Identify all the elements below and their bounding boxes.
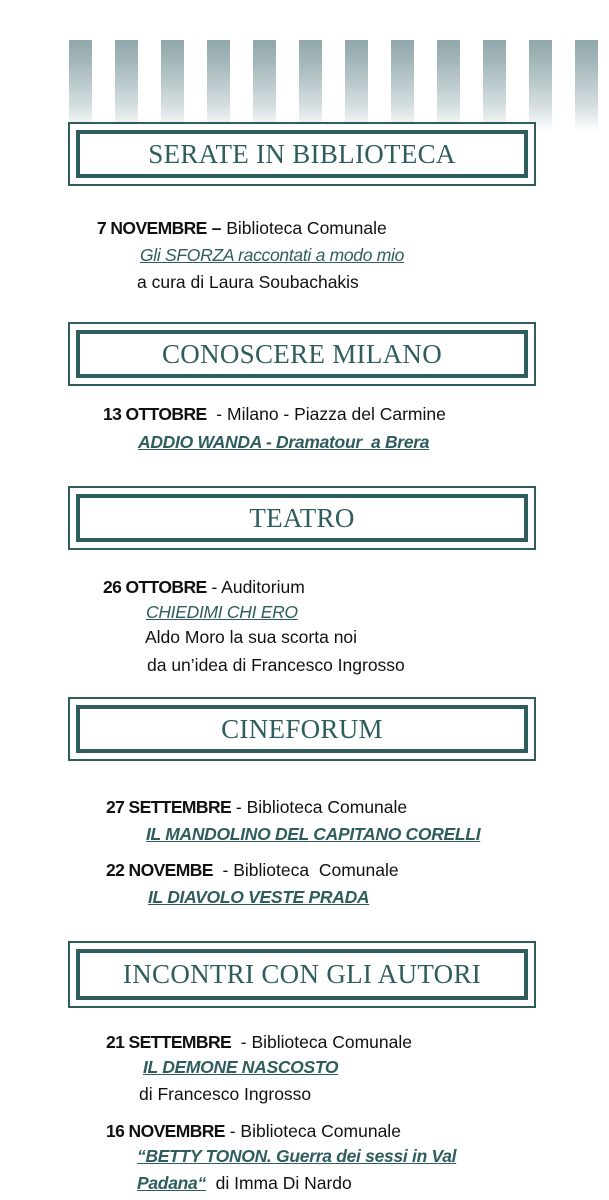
awning-stripe [161, 40, 184, 132]
event-place: Biblioteca Comunale [246, 797, 408, 817]
event-date: 27 SETTEMBRE [106, 797, 232, 817]
event-separator: – [206, 218, 227, 238]
event-extra: di Francesco Ingrosso [139, 1084, 312, 1104]
awning-stripe [529, 40, 552, 132]
event-title-line [140, 244, 404, 266]
event-title-line [137, 1172, 352, 1194]
event-author: di Imma Di Nardo [205, 1173, 352, 1193]
awning-stripe [345, 40, 368, 132]
event-date: 21 SETTEMBRE [106, 1032, 232, 1052]
awning-stripe [391, 40, 414, 132]
event-extra: Aldo Moro la sua scorta noi [145, 627, 358, 647]
awning-stripe [115, 40, 138, 132]
event-line [103, 403, 446, 425]
event-title-line [146, 601, 298, 623]
event-title-link[interactable]: IL DEMONE NASCOSTO [143, 1057, 339, 1077]
section-header-conoscere-milano [68, 322, 536, 386]
section-title: SERATE IN BIBLIOTECA [148, 138, 456, 169]
event-date: 7 NOVEMBRE [97, 218, 207, 238]
event-title-link[interactable]: CHIEDIMI CHI ERO [146, 602, 298, 622]
awning-stripe [207, 40, 230, 132]
event-line [106, 796, 407, 818]
section-title: TEATRO [249, 502, 355, 533]
event-separator: - [231, 797, 247, 817]
event-line [106, 1120, 401, 1142]
event-separator: - [212, 860, 234, 880]
event-place: Biblioteca Comunale [226, 218, 387, 238]
event-line [97, 217, 387, 239]
event-separator: - [206, 404, 227, 424]
event-place: Auditorium [221, 577, 305, 597]
event-line [106, 859, 399, 881]
event-title-link[interactable]: Gli SFORZA raccontati a modo mio [140, 245, 405, 265]
striped-awning-header [69, 40, 609, 132]
event-date: 16 NOVEMBRE [106, 1121, 225, 1141]
section-header-teatro [68, 486, 536, 550]
section-title: INCONTRI CON GLI AUTORI [122, 959, 482, 989]
event-extra: a cura di Laura Soubachakis [137, 272, 359, 292]
awning-stripe [299, 40, 322, 132]
event-place: Biblioteca Comunale [251, 1032, 412, 1052]
event-date: 22 NOVEMBE [106, 860, 213, 880]
event-place: Milano - Piazza del Carmine [227, 404, 446, 424]
event-line [103, 576, 305, 598]
section-header-incontri [68, 941, 536, 1008]
event-title-link[interactable]: IL DIAVOLO VESTE PRADA [148, 887, 370, 907]
section-title: CONOSCERE MILANO [161, 338, 443, 369]
event-separator: - [231, 1032, 252, 1052]
awning-stripe [69, 40, 92, 132]
event-extra: da un’idea di Francesco Ingrosso [147, 655, 405, 675]
section-header-cineforum [68, 697, 536, 761]
event-title-link[interactable]: “BETTY TONON. Guerra dei sessi in Val [137, 1146, 457, 1166]
event-title-line [137, 1145, 456, 1167]
section-title: CINEFORUM [221, 713, 383, 744]
event-title-line [148, 886, 369, 908]
awning-stripe [575, 40, 598, 132]
event-title-line [146, 823, 480, 845]
awning-stripe [437, 40, 460, 132]
event-separator: - [206, 577, 222, 597]
event-title-link[interactable]: ADDIO WANDA - Dramatour a Brera [138, 432, 430, 452]
event-title-link-continued[interactable]: Padana“ [137, 1173, 206, 1193]
event-line [106, 1031, 412, 1053]
event-title-link[interactable]: IL MANDOLINO DEL CAPITANO CORELLI [146, 824, 481, 844]
event-title-line [138, 431, 429, 453]
event-place: Biblioteca Comunale [233, 860, 399, 880]
event-separator: - [224, 1121, 241, 1141]
section-header-serate [68, 122, 536, 186]
event-date: 26 OTTOBRE [103, 577, 207, 597]
event-title-line [143, 1056, 338, 1078]
event-date: 13 OTTOBRE [103, 404, 207, 424]
awning-stripe [483, 40, 506, 132]
event-place: Biblioteca Comunale [240, 1121, 401, 1141]
awning-stripe [253, 40, 276, 132]
